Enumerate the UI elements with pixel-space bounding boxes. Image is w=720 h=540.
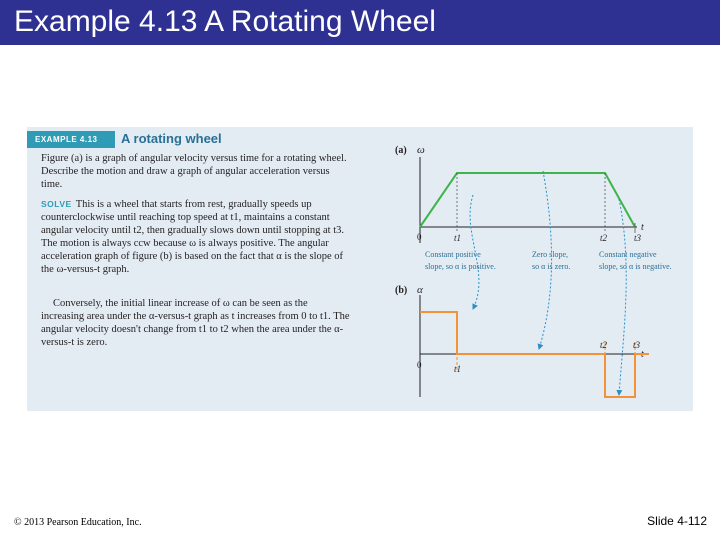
alpha-label: α [417,284,423,296]
slide-number: Slide 4-112 [647,514,707,528]
panel-a-label: (a) [395,145,407,156]
t-axis-a-label: t [641,222,644,233]
omega-curve [420,173,635,227]
example-title: A rotating wheel [121,131,222,146]
t1-label-b: t1 [454,364,462,374]
t2-label-a: t2 [600,233,608,243]
copyright: © 2013 Pearson Education, Inc. [14,517,142,528]
title-bar [0,0,720,45]
conversely-text: Conversely, the initial linear increase of ω can be seen as the increasing area under the α-versus-t graph as t increases from 0 to t1. The angular velocity doesn't change from t1 to t2 when the area under the α-versus-t is zero. [41,298,350,348]
note-positive-2: slope, so α is positive. [425,262,496,271]
t3-label-b: t3 [633,340,641,350]
example-badge: EXAMPLE 4.13 [27,131,115,148]
note-negative-1: Constant negative [599,250,657,259]
t3-label-a: t3 [634,233,642,243]
solve-paragraph [41,198,353,276]
problem-text: Figure (a) is a graph of angular velocity versus time for a rotating wheel. Describe the motion and draw a graph of angular acceleration versus time. [41,153,347,190]
solve-text: This is a wheel that starts from rest, gradually speeds up counterclockwise until reaching top speed at t1, maintains a constant angular velocity until t2, then gradually slows down until stopping at t3. The motion is always ccw because ω is always positive. The angular acceleration graph of figure (b) is based on the fact that α is the slope of the ω-versus-t graph. [41,199,345,275]
t-axis-b-label: t [641,349,644,360]
note-positive-1: Constant positive [425,250,481,259]
panel-b-label: (b) [395,285,408,296]
t2-label-b: t2 [600,340,608,350]
arrow-zero [539,171,552,349]
arrow-negative [619,199,626,395]
note-zero-1: Zero slope, [532,250,568,259]
figure [387,127,693,411]
omega-label: ω [417,144,425,156]
t1-label-a: t1 [454,233,462,243]
note-zero-2: so α is zero. [532,262,571,271]
note-negative-2: slope, so α is negative. [599,262,672,271]
slide-title: Example 4.13 A Rotating Wheel [14,5,436,38]
example-card [27,127,693,411]
solve-label: SOLVE [41,199,72,209]
zero-label-b: 0 [417,360,422,370]
zero-label-a: 0 [417,232,422,242]
